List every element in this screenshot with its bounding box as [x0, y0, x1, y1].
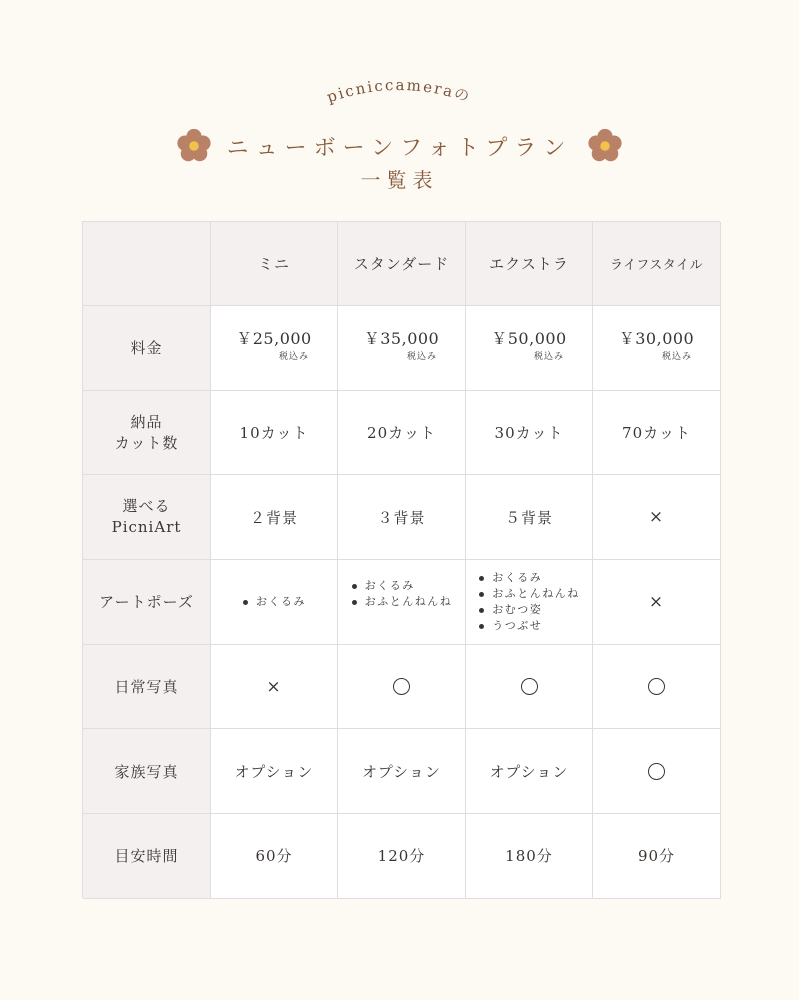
- art-pose-cell-lifestyle: ×: [593, 560, 721, 645]
- family-photo-cell-extra: オプション: [466, 729, 593, 814]
- duration-cell-mini: 60分: [211, 814, 338, 899]
- list-item: おくるみ: [242, 594, 306, 610]
- page-title: ニューボーンフォトプラン: [226, 135, 573, 161]
- circle-mark-icon: [521, 678, 538, 695]
- page-subtitle: 一覧表: [360, 168, 439, 192]
- circle-mark-icon: [648, 763, 665, 780]
- price-cell-extra: [466, 306, 593, 391]
- row-label-art-pose: アートポーズ: [83, 560, 211, 645]
- daily-photo-cell-lifestyle: [593, 645, 721, 730]
- daily-photo-cell-extra: [466, 645, 593, 730]
- row-label-cuts: [83, 391, 211, 476]
- cuts-cell-mini: 10カット: [211, 391, 338, 476]
- list-item: おふとんねんね: [351, 594, 453, 610]
- list-item: おくるみ: [351, 578, 453, 594]
- circle-mark-icon: [648, 678, 665, 695]
- svg-text:picniccameraの: [324, 76, 473, 106]
- row-label-line: 選べる: [122, 497, 171, 516]
- art-pose-cell-standard: [338, 560, 466, 645]
- backgrounds-cell-standard: ３背景: [338, 475, 466, 560]
- price-cell-lifestyle: [593, 306, 721, 391]
- list-item: おふとんねんね: [478, 586, 580, 602]
- backgrounds-cell-lifestyle: ×: [593, 475, 721, 560]
- art-pose-cell-mini: [211, 560, 338, 645]
- row-label-line: PicniArt: [111, 518, 182, 537]
- circle-mark-icon: [393, 678, 410, 695]
- tax-note: 税込み: [406, 351, 437, 362]
- art-pose-list: [242, 594, 306, 610]
- table-corner: [83, 222, 211, 306]
- daily-photo-cell-standard: [338, 645, 466, 730]
- price-cell-standard: [338, 306, 466, 391]
- title-row: [0, 126, 799, 166]
- family-photo-cell-standard: オプション: [338, 729, 466, 814]
- plan-table: [82, 221, 720, 898]
- art-pose-list: [478, 570, 580, 634]
- art-pose-list: [351, 578, 453, 610]
- tax-note: 税込み: [661, 351, 692, 362]
- cuts-cell-standard: 20カット: [338, 391, 466, 476]
- list-item: おくるみ: [478, 570, 580, 586]
- backgrounds-cell-mini: ２背景: [211, 475, 338, 560]
- cuts-cell-lifestyle: 70カット: [593, 391, 721, 476]
- duration-cell-extra: 180分: [466, 814, 593, 899]
- price-amount: ￥50,000: [491, 328, 567, 348]
- daily-photo-cell-mini: ×: [211, 645, 338, 730]
- list-item: おむつ姿: [478, 602, 580, 618]
- family-photo-cell-mini: オプション: [211, 729, 338, 814]
- flower-icon: [175, 127, 213, 165]
- tax-note: 税込み: [278, 351, 309, 362]
- price-amount: ￥30,000: [618, 328, 695, 348]
- backgrounds-cell-extra: ５背景: [466, 475, 593, 560]
- row-label-backgrounds: [83, 475, 211, 560]
- row-label-daily-photo: 日常写真: [83, 645, 211, 730]
- tax-note: 税込み: [533, 351, 564, 362]
- duration-cell-standard: 120分: [338, 814, 466, 899]
- price-amount: ￥25,000: [236, 328, 312, 348]
- price-cell-mini: [211, 306, 338, 391]
- column-header-extra: エクストラ: [466, 222, 593, 306]
- cuts-cell-extra: 30カット: [466, 391, 593, 476]
- row-label-duration: 目安時間: [83, 814, 211, 899]
- column-header-standard: スタンダード: [338, 222, 466, 306]
- list-item: うつぶせ: [478, 618, 580, 634]
- column-header-lifestyle: ライフスタイル: [593, 222, 721, 306]
- price-amount: ￥35,000: [363, 328, 440, 348]
- row-label-price: 料金: [83, 306, 211, 391]
- column-header-mini: ミニ: [211, 222, 338, 306]
- row-label-line: カット数: [114, 433, 179, 452]
- row-label-line: 納品: [130, 412, 163, 431]
- family-photo-cell-lifestyle: [593, 729, 721, 814]
- art-pose-cell-extra: [466, 560, 593, 645]
- row-label-family-photo: 家族写真: [83, 729, 211, 814]
- flower-icon: [586, 127, 624, 165]
- brand-arc-label: picniccameraの: [324, 75, 474, 107]
- duration-cell-lifestyle: 90分: [593, 814, 721, 899]
